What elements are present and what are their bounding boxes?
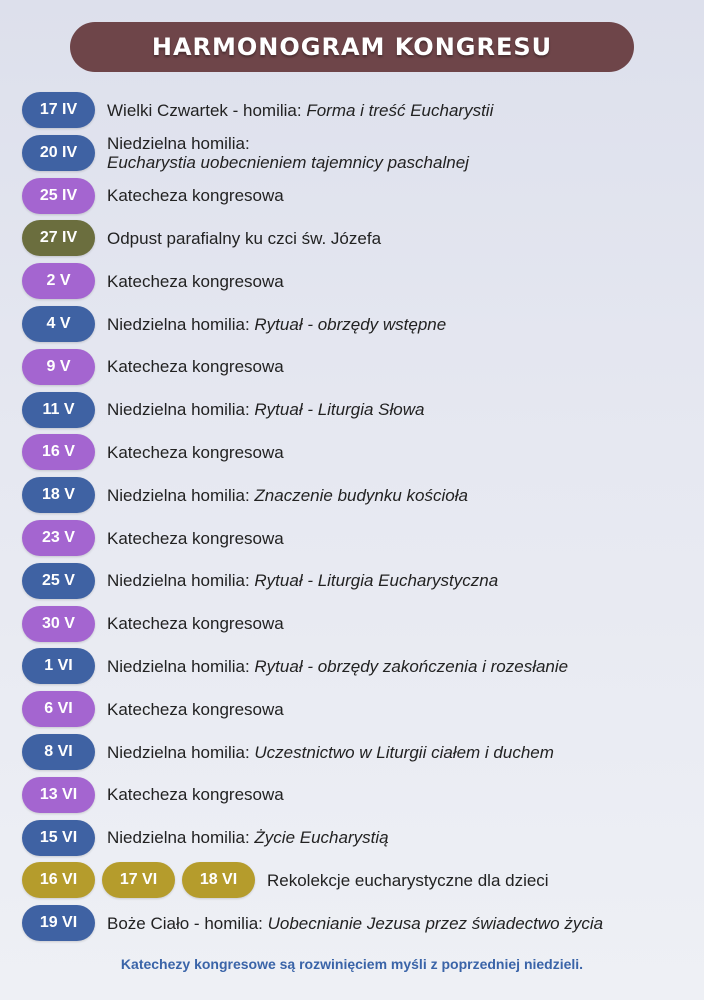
date-badge: 23 V (22, 520, 95, 556)
schedule-row (22, 349, 284, 385)
schedule-entry (107, 443, 284, 462)
entry-topic: Rytuał - obrzędy wstępne (254, 314, 447, 334)
entry-topic: Znaczenie budynku kościoła (254, 485, 468, 505)
entry-label: Wielki Czwartek - homilia: (107, 100, 307, 120)
date-badge: 20 IV (22, 135, 95, 171)
date-badge: 19 VI (22, 905, 95, 941)
entry-label: Niedzielna homilia: (107, 314, 255, 334)
schedule-entry (107, 101, 493, 120)
schedule-row (22, 563, 498, 599)
entry-label: Niedzielna homilia: (107, 133, 250, 153)
date-badge: 4 V (22, 306, 95, 342)
date-badge: 9 V (22, 349, 95, 385)
entry-label: Katecheza kongresowa (107, 528, 284, 548)
schedule-entry (107, 486, 468, 505)
schedule-row (22, 135, 469, 171)
date-badge: 25 V (22, 563, 95, 599)
entry-label: Niedzielna homilia: (107, 656, 255, 676)
date-badge: 30 V (22, 606, 95, 642)
schedule-row (22, 92, 493, 128)
schedule-entry (107, 614, 284, 633)
date-badge: 18 VI (182, 862, 255, 898)
schedule-row (22, 220, 381, 256)
date-badge: 1 VI (22, 648, 95, 684)
entry-topic: Uobecnianie Jezusa przez świadectwo życia (267, 913, 604, 933)
entry-label: Katecheza kongresowa (107, 357, 284, 377)
entry-topic: Forma i treść Eucharystii (306, 100, 494, 120)
date-badge: 17 IV (22, 92, 95, 128)
schedule-entry (107, 700, 284, 719)
date-badge: 15 VI (22, 820, 95, 856)
schedule-row (22, 263, 284, 299)
page-title: HARMONOGRAM KONGRESU (151, 33, 553, 61)
schedule-entry (107, 571, 498, 590)
entry-topic: Rytuał - Liturgia Słowa (254, 400, 425, 420)
entry-label: Niedzielna homilia: (107, 485, 255, 505)
schedule-entry (107, 134, 469, 172)
schedule-row (22, 734, 554, 770)
date-badge: 16 VI (22, 862, 95, 898)
entry-topic: Eucharystia uobecnieniem tajemnicy paschalnej (107, 152, 469, 172)
schedule-entry (107, 785, 284, 804)
schedule-entry (267, 871, 549, 890)
title-banner (70, 22, 634, 72)
date-badge: 2 V (22, 263, 95, 299)
schedule-row (22, 905, 603, 941)
entry-topic: Rytuał - obrzędy zakończenia i rozesłanie (254, 656, 569, 676)
schedule-entry (107, 357, 284, 376)
date-badge: 13 VI (22, 777, 95, 813)
schedule-entry (107, 657, 568, 676)
footer-note: Katechezy kongresowe są rozwinięciem myśli z poprzedniej niedzieli. (120, 956, 584, 972)
schedule-row (22, 520, 284, 556)
entry-label: Katecheza kongresowa (107, 699, 284, 719)
entry-label: Niedzielna homilia: (107, 828, 255, 848)
schedule-entry (107, 186, 284, 205)
schedule-row (22, 434, 284, 470)
date-badge: 8 VI (22, 734, 95, 770)
schedule-entry (107, 828, 389, 847)
schedule-row (22, 862, 549, 898)
date-badge: 17 VI (102, 862, 175, 898)
date-badge: 11 V (22, 392, 95, 428)
entry-label: Odpust parafialny ku czci św. Józefa (107, 228, 382, 248)
entry-label: Niedzielna homilia: (107, 742, 255, 762)
entry-label: Katecheza kongresowa (107, 614, 284, 634)
schedule-entry (107, 743, 554, 762)
schedule-row (22, 178, 284, 214)
entry-topic: Życie Eucharystią (254, 828, 389, 848)
schedule-row (22, 777, 284, 813)
schedule-row (22, 820, 389, 856)
entry-label: Katecheza kongresowa (107, 271, 284, 291)
schedule-entry (107, 529, 284, 548)
schedule-entry (107, 229, 381, 248)
schedule-entry (107, 315, 446, 334)
schedule-row (22, 477, 468, 513)
entry-label: Niedzielna homilia: (107, 571, 255, 591)
entry-label: Boże Ciało - homilia: (107, 913, 268, 933)
schedule-row (22, 648, 568, 684)
date-badge: 16 V (22, 434, 95, 470)
entry-label: Niedzielna homilia: (107, 400, 255, 420)
entry-topic: Rytuał - Liturgia Eucharystyczna (254, 571, 499, 591)
schedule-entry (107, 914, 603, 933)
entry-topic: Uczestnictwo w Liturgii ciałem i duchem (254, 742, 554, 762)
schedule-entry (107, 272, 284, 291)
entry-label: Katecheza kongresowa (107, 442, 284, 462)
entry-label: Rekolekcje eucharystyczne dla dzieci (267, 870, 549, 890)
date-badge: 25 IV (22, 178, 95, 214)
schedule-row (22, 392, 424, 428)
entry-label: Katecheza kongresowa (107, 785, 284, 805)
date-badge: 27 IV (22, 220, 95, 256)
date-badge: 6 VI (22, 691, 95, 727)
schedule-row (22, 306, 446, 342)
schedule-entry (107, 400, 424, 419)
schedule-row (22, 606, 284, 642)
schedule-row (22, 691, 284, 727)
entry-label: Katecheza kongresowa (107, 186, 284, 206)
date-badge: 18 V (22, 477, 95, 513)
